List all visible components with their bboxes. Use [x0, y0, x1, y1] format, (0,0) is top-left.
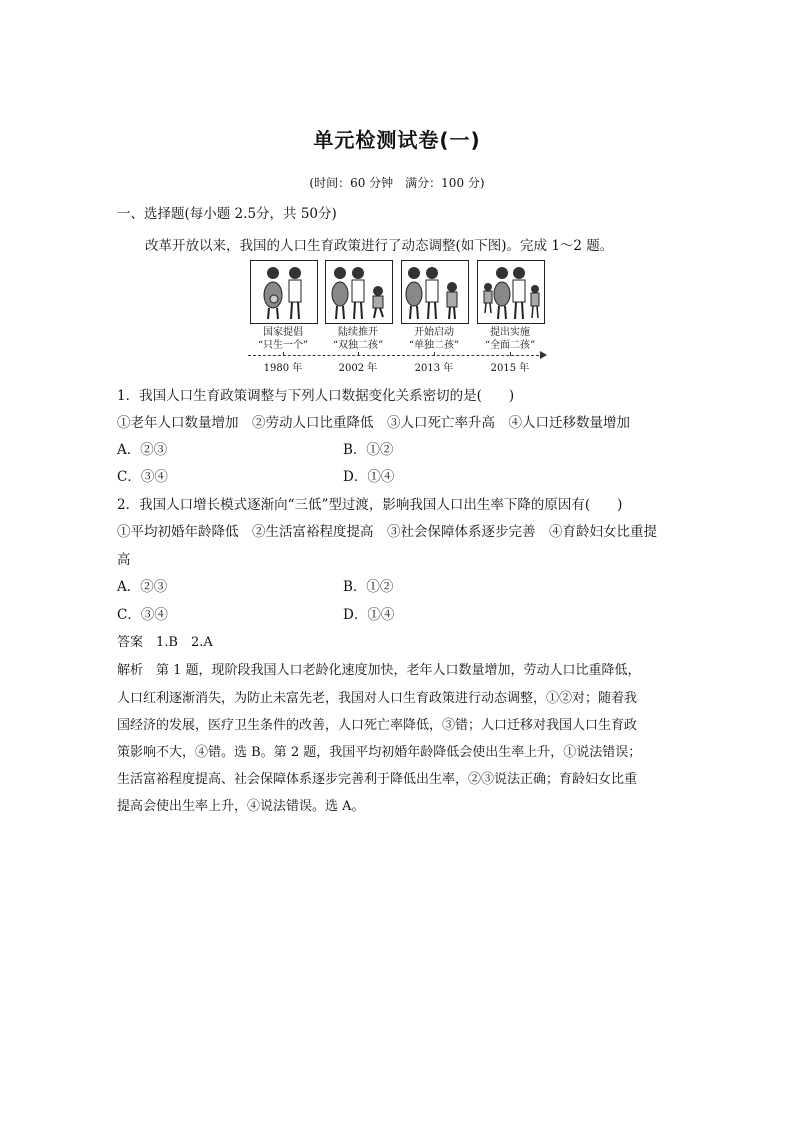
- question-2-option-b: B．①②: [343, 579, 394, 595]
- analysis-line: 提高会使出生率上升，④说法错误。选 A。: [117, 799, 365, 814]
- timeline-tick: [358, 352, 359, 356]
- timeline-arrow: [540, 351, 547, 359]
- question-1-items: ①老年人口数量增加 ②劳动人口比重降低 ③人口死亡率升高 ④人口迁移数量增加: [117, 415, 630, 431]
- question-2-option-d: D．①④: [343, 607, 395, 623]
- analysis-line: 解析 第 1 题，现阶段我国人口老龄化速度加快，老年人口数量增加，劳动人口比重降低，: [117, 663, 641, 678]
- analysis-line: 人口红利逐渐消失，为防止未富先老，我国对人口生育政策进行动态调整，①②对；随着我: [117, 691, 638, 706]
- question-2-stem: 2．我国人口增长模式逐渐向“三低”型过渡，影响我国人口出生率下降的原因有( ): [117, 497, 623, 513]
- stage-caption: 国家提倡 “只生一个”: [257, 327, 309, 351]
- question-2-items-cont: 高: [117, 552, 131, 568]
- stage-caption: 陆续推开 “双独二孩”: [332, 327, 384, 351]
- question-1-option-b: B．①②: [343, 442, 394, 458]
- stage-caption: 开始启动 “单独二孩”: [408, 327, 460, 351]
- panel-2015-illustration: [477, 260, 545, 324]
- panel-1980-illustration: [250, 260, 318, 324]
- timeline-tick: [434, 352, 435, 356]
- section-heading: 一、选择题(每小题 2.5分，共 50分): [117, 206, 337, 222]
- year-label: 2013 年: [414, 363, 454, 374]
- question-1-option-a: A．②③: [117, 442, 168, 458]
- question-1-option-c: C．③④: [117, 469, 168, 485]
- year-label: 2015 年: [490, 363, 530, 374]
- question-1-option-d: D．①④: [343, 469, 395, 485]
- intro-text: 改革开放以来，我国的人口生育政策进行了动态调整(如下图)。完成 1～2 题。: [145, 238, 614, 254]
- timeline-axis: [248, 355, 544, 356]
- page-title: 单元检测试卷(一): [313, 128, 481, 152]
- timeline-tick: [283, 352, 284, 356]
- timeline-tick: [510, 352, 511, 356]
- question-2-items: ①平均初婚年龄降低 ②生活富裕程度提高 ③社会保障体系逐步完善 ④育龄妇女比重提: [117, 524, 657, 540]
- answer-line: 答案 1.B 2.A: [117, 635, 213, 650]
- analysis-line: 国经济的发展，医疗卫生条件的改善，人口死亡率降低，③错；人口迁移对我国人口生育政: [117, 718, 638, 733]
- analysis-line: 生活富裕程度提高、社会保障体系逐步完善利于降低出生率，②③说法正确；育龄妇女比重: [117, 772, 638, 787]
- question-2-option-a: A．②③: [117, 579, 168, 595]
- year-label: 2002 年: [338, 363, 378, 374]
- analysis-line: 策影响不大，④错。选 B。第 2 题，我国平均初婚年龄降低会使出生率上升，①说法错误；: [117, 745, 642, 760]
- exam-info: (时间：60 分钟 满分：100 分): [309, 176, 485, 190]
- panel-2002-illustration: [325, 260, 393, 324]
- question-2-option-c: C．③④: [117, 607, 168, 623]
- year-label: 1980 年: [263, 363, 303, 374]
- policy-timeline-figure: [248, 260, 548, 372]
- panel-2013-illustration: [401, 260, 469, 324]
- question-1-stem: 1．我国人口生育政策调整与下列人口数据变化关系密切的是( ): [117, 388, 515, 404]
- stage-caption: 提出实施 “全面二孩”: [484, 327, 536, 351]
